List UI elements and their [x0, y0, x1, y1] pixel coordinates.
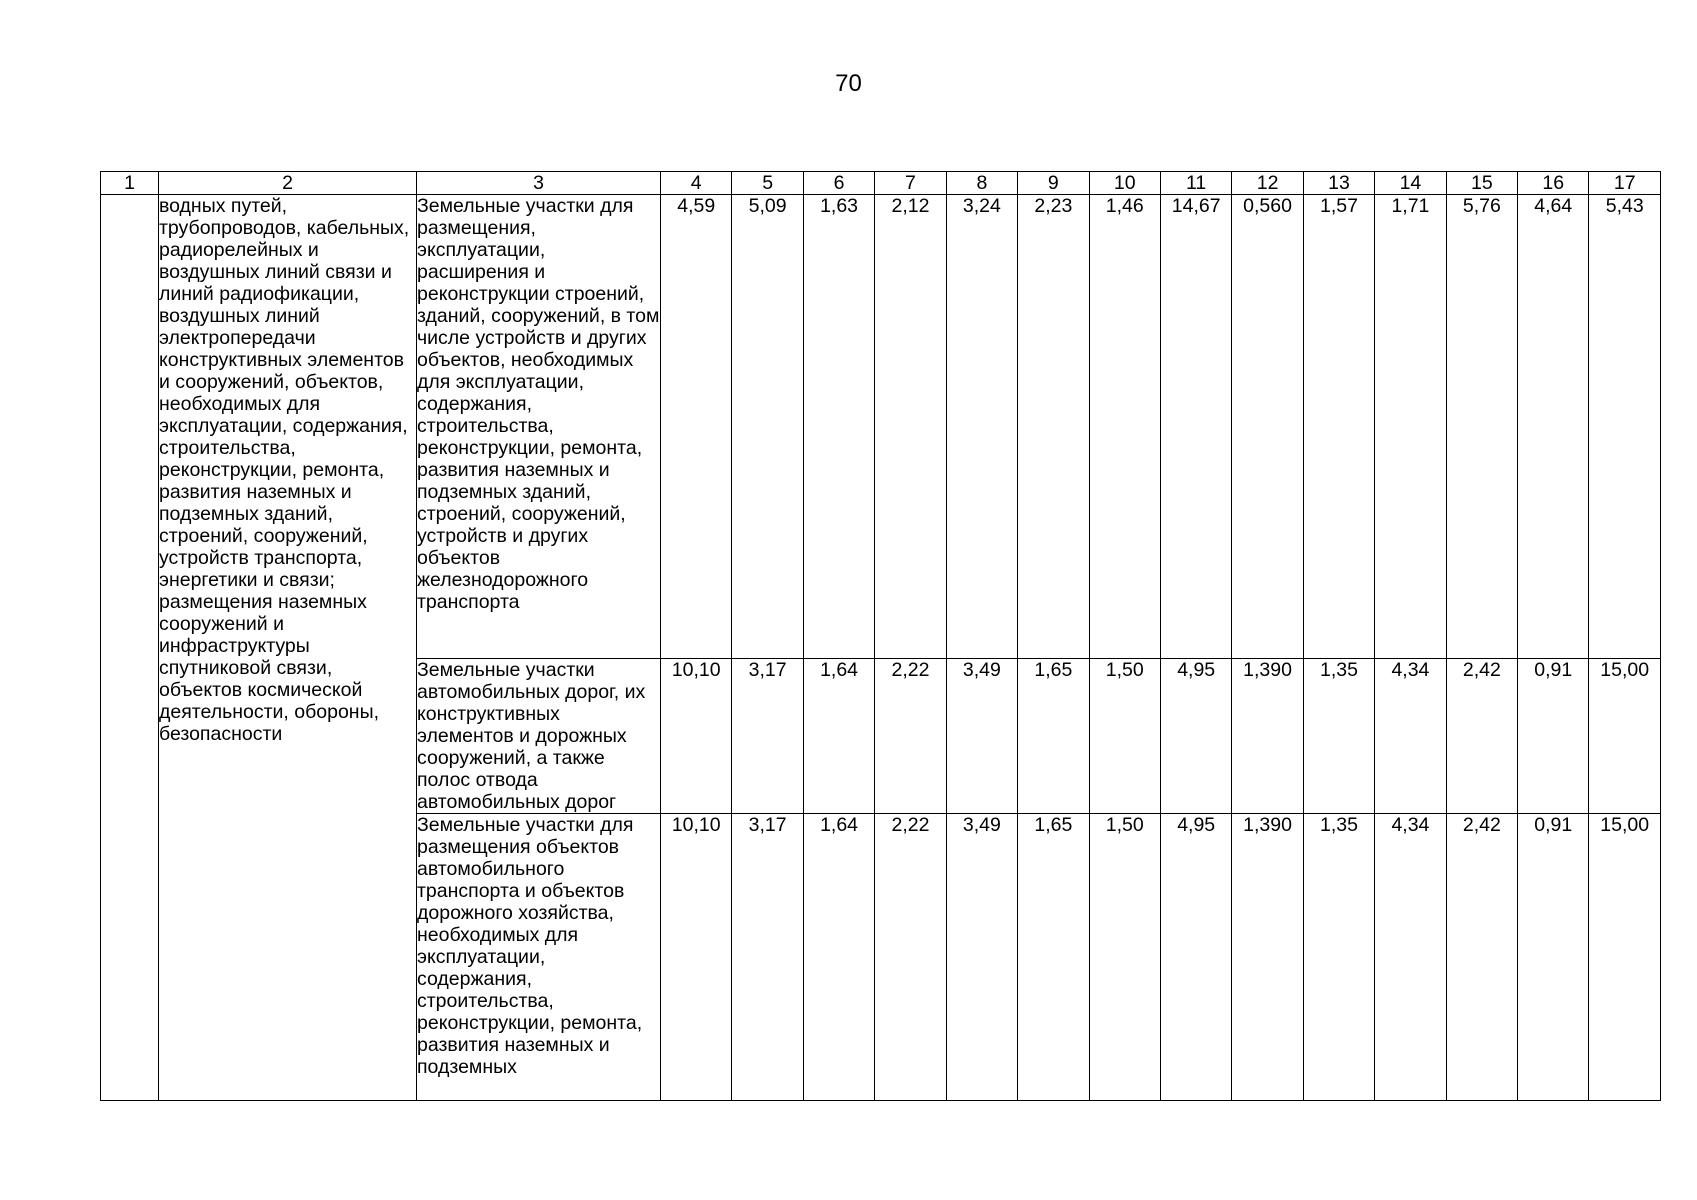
- value-cell: 4,59: [661, 195, 732, 659]
- value-cell: 4,95: [1160, 659, 1231, 814]
- value-cell: 1,46: [1089, 195, 1160, 659]
- value-cell: 1,64: [803, 814, 874, 1101]
- header-cell: 4: [661, 172, 732, 195]
- value-cell: 5,43: [1589, 195, 1660, 659]
- header-cell: 11: [1160, 172, 1231, 195]
- description-cell: Земельные участки для размещения, эксплуатации, расширения и реконструкции строений, зданий, сооружений, в том числе устройств и других объектов, необходимых для эксплуатации, содержания, строительства, реконструкции, ремонта, развития наземных и подземных зданий, строений, сооружений, устройств и других объектов железнодорожного транспорта: [417, 195, 661, 659]
- value-cell: 1,57: [1303, 195, 1374, 659]
- value-cell: 4,34: [1375, 814, 1446, 1101]
- header-cell: 9: [1018, 172, 1089, 195]
- header-cell: 12: [1232, 172, 1303, 195]
- value-cell: 0,91: [1518, 659, 1589, 814]
- value-cell: 2,22: [875, 814, 946, 1101]
- page-number: 70: [835, 70, 862, 97]
- land-category-cell: водных путей, трубопроводов, кабельных, радиорелейных и воздушных линий связи и линий радиофикации, воздушных линий электропередачи конструктивных элементов и сооружений, объектов, необходимых для эксплуатации, содержания, строительства, реконструкции, ремонта, развития наземных и подземных зданий, строений, сооружений, устройств транспорта, энергетики и связи; размещения наземных сооружений и инфраструктуры спутниковой связи, объектов космической деятельности, обороны, безопасности: [159, 195, 417, 1101]
- header-cell: 17: [1589, 172, 1660, 195]
- row-number-cell: [101, 195, 159, 1101]
- header-cell: 8: [946, 172, 1017, 195]
- header-cell: 13: [1303, 172, 1374, 195]
- header-cell: 16: [1518, 172, 1589, 195]
- value-cell: 2,42: [1446, 814, 1517, 1101]
- description-cell: Земельные участки для размещения объектов автомобильного транспорта и объектов дорожного хозяйства, необходимых для эксплуатации, содержания, строительства, реконструкции, ремонта, развития наземных и подземных: [417, 814, 661, 1101]
- value-cell: 2,23: [1018, 195, 1089, 659]
- value-cell: 1,64: [803, 659, 874, 814]
- header-cell: 3: [417, 172, 661, 195]
- table-header-row: [101, 172, 1661, 195]
- value-cell: 4,64: [1518, 195, 1589, 659]
- value-cell: 1,35: [1303, 659, 1374, 814]
- value-cell: 2,12: [875, 195, 946, 659]
- value-cell: 4,95: [1160, 814, 1231, 1101]
- header-cell: 1: [101, 172, 159, 195]
- header-cell: 7: [875, 172, 946, 195]
- value-cell: 1,50: [1089, 814, 1160, 1101]
- header-cell: 6: [803, 172, 874, 195]
- value-cell: 1,65: [1018, 659, 1089, 814]
- value-cell: 2,22: [875, 659, 946, 814]
- value-cell: 5,76: [1446, 195, 1517, 659]
- value-cell: 3,24: [946, 195, 1017, 659]
- header-cell: 10: [1089, 172, 1160, 195]
- value-cell: 1,35: [1303, 814, 1374, 1101]
- value-cell: 15,00: [1589, 814, 1660, 1101]
- table-row: [101, 195, 1661, 659]
- value-cell: 3,49: [946, 814, 1017, 1101]
- value-cell: 1,65: [1018, 814, 1089, 1101]
- value-cell: 3,17: [732, 659, 803, 814]
- value-cell: 1,390: [1232, 659, 1303, 814]
- value-cell: 1,63: [803, 195, 874, 659]
- description-cell: Земельные участки автомобильных дорог, их конструктивных элементов и дорожных сооружений, а также полос отвода автомобильных дорог: [417, 659, 661, 814]
- value-cell: 10,10: [661, 659, 732, 814]
- header-cell: 2: [159, 172, 417, 195]
- value-cell: 0,560: [1232, 195, 1303, 659]
- value-cell: 1,390: [1232, 814, 1303, 1101]
- value-cell: 1,50: [1089, 659, 1160, 814]
- value-cell: 4,34: [1375, 659, 1446, 814]
- value-cell: 5,09: [732, 195, 803, 659]
- value-cell: 3,17: [732, 814, 803, 1101]
- value-cell: 2,42: [1446, 659, 1517, 814]
- data-table: [100, 171, 1661, 1101]
- value-cell: 0,91: [1518, 814, 1589, 1101]
- header-cell: 14: [1375, 172, 1446, 195]
- value-cell: 14,67: [1160, 195, 1231, 659]
- value-cell: 3,49: [946, 659, 1017, 814]
- header-cell: 15: [1446, 172, 1517, 195]
- header-cell: 5: [732, 172, 803, 195]
- value-cell: 15,00: [1589, 659, 1660, 814]
- value-cell: 10,10: [661, 814, 732, 1101]
- value-cell: 1,71: [1375, 195, 1446, 659]
